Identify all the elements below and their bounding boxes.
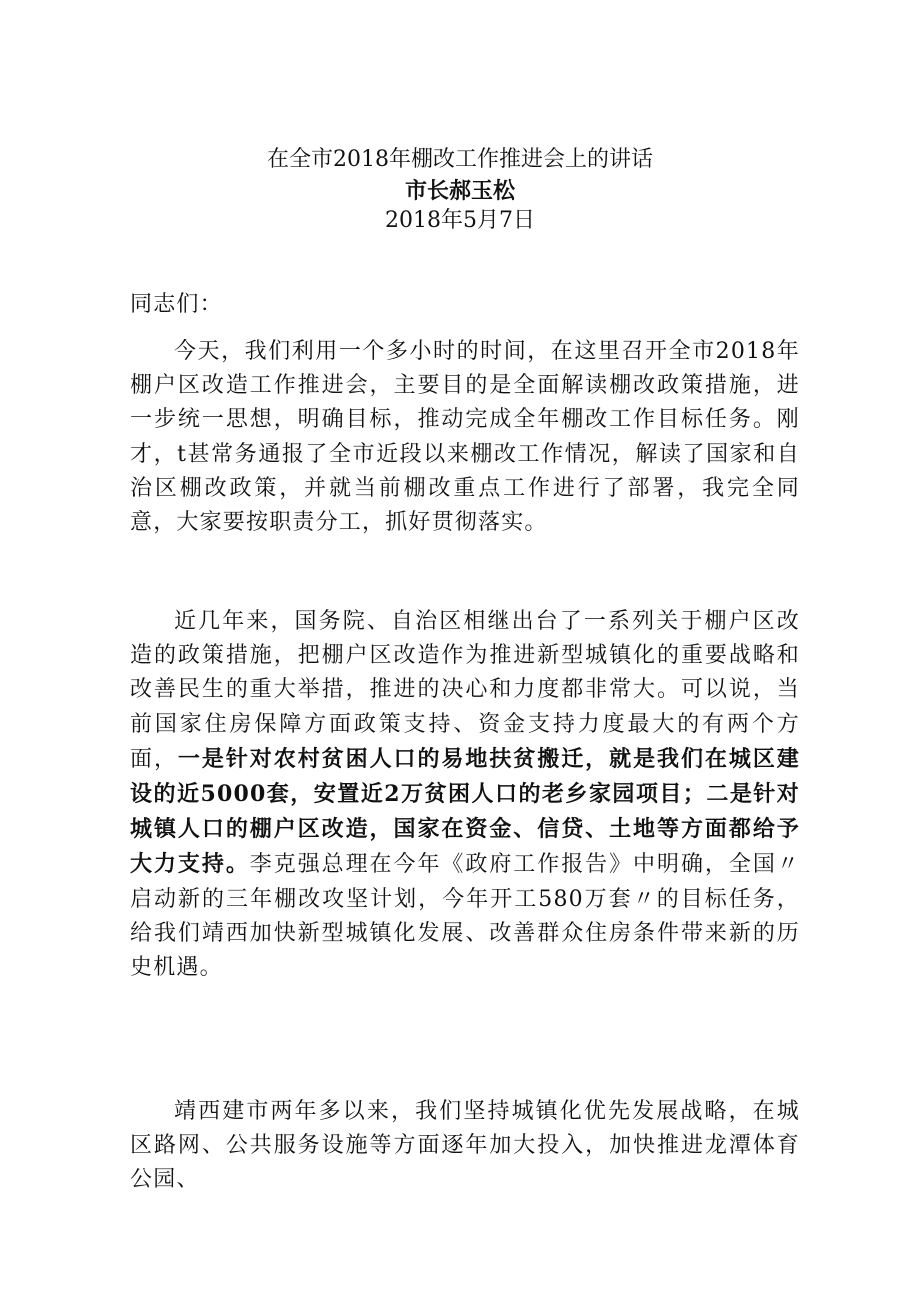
- paragraph-block-3: [130, 1095, 800, 1198]
- salutation-block: [130, 288, 800, 322]
- speech-date: 2018年5月7日: [385, 208, 535, 233]
- speech-author: 市长郝玉松: [404, 178, 515, 204]
- speech-title: 在全市2018年棚改工作推进会上的讲话: [267, 147, 653, 172]
- paragraph-2-conclusion: 李克强总理在今年《政府工作报告》中明确，全国〃启动新的三年棚改攻坚计划，今年开工580万套〃的目标任务，给我们靖西加快新型城镇化发展、改善群众住房条件带来新的历史机遇。: [130, 852, 800, 981]
- paragraph-2: [130, 605, 800, 985]
- paragraph-1: 今天，我们利用一个多小时的时间，在这里召开全市2018年棚户区改造工作推进会，主要目的是全面解读棚改政策措施，进一步统一思想，明确目标，推动完成全年棚改工作目标任务。刚才，t甚常务通报了全市近段以来棚改工作情况，解读了国家和自治区棚改政策，并就当前棚改重点工作进行了部署，我完全同意，大家要按职责分工，抓好贯彻落实。: [130, 339, 800, 536]
- paragraph-3: 靖西建市两年多以来，我们坚持城镇化优先发展战略，在城区路网、公共服务设施等方面逐年加大投入，加快推进龙潭体育公园、: [130, 1099, 800, 1193]
- salutation: 同志们：: [130, 292, 223, 317]
- paragraph-block-2: [130, 605, 800, 985]
- paragraph-2-intro: 近几年来，国务院、自治区相继出台了一系列关于棚户区改造的政策措施，把棚户区改造作为推进新型城镇化的重要战略和改善民生的重大举措，推进的决心和力度都非常大。可以说，当前国家住房保障方面政策支持、资金支持力度最大的有两个方面，: [130, 609, 800, 772]
- paragraph-block-1: [130, 335, 800, 540]
- paragraph-2-emphasis: 一是针对农村贫困人口的易地扶贫搬迁，就是我们在城区建设的近5000套，安置近2万贫困人口的老乡家园项目；二是针对城镇人口的棚户区改造，国家在资金、信贷、土地等方面都给予大力支持。: [130, 745, 801, 878]
